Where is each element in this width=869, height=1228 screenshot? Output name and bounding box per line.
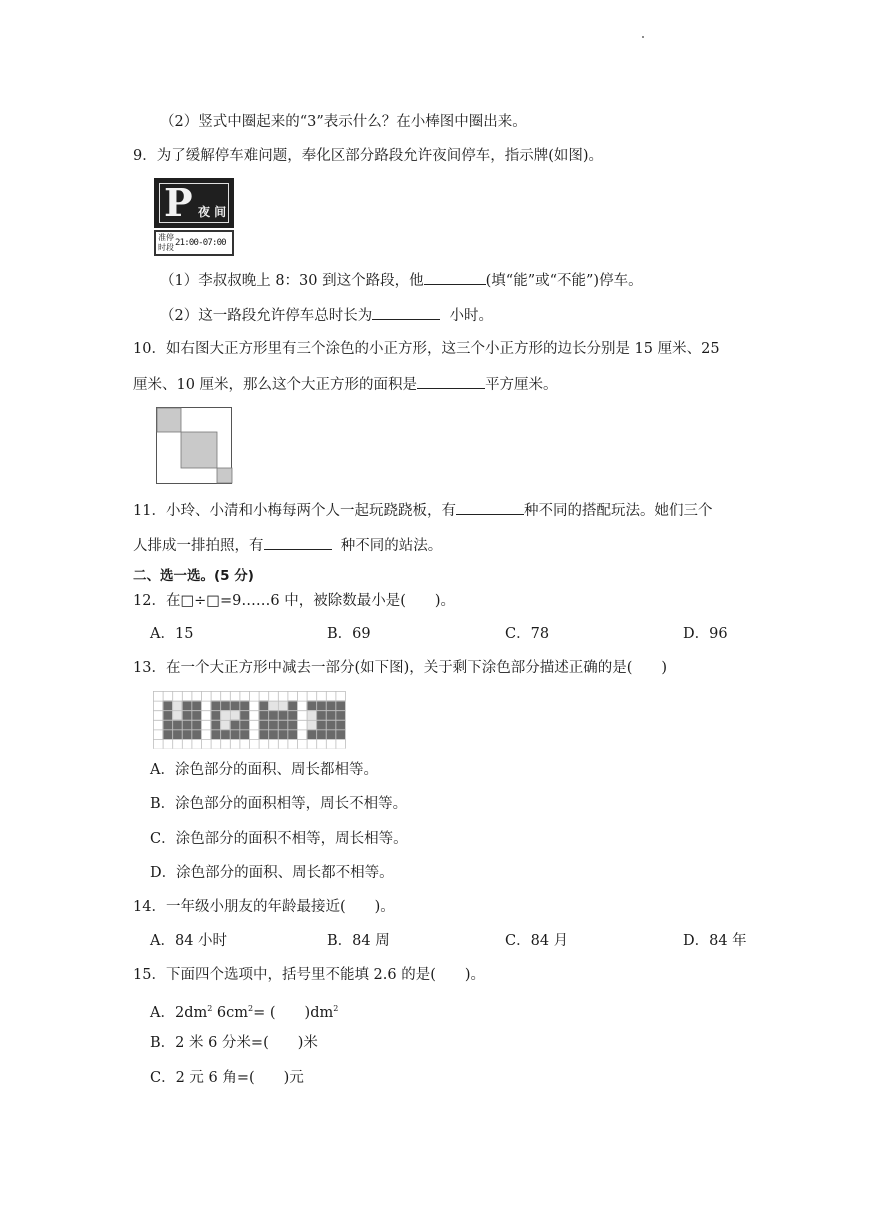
grid-shape-1-cell xyxy=(163,710,173,720)
q10-line2: 厘米、10 厘米，那么这个大正方形的面积是 平方厘米。 xyxy=(133,374,558,395)
grid-shape-2-cell xyxy=(239,729,249,739)
q11-blank1[interactable] xyxy=(456,500,524,515)
q15-stem: 15．下面四个选项中，括号里不能填 2.6 的是( )。 xyxy=(133,967,486,983)
grid-shape-2-cell xyxy=(230,729,240,739)
parking-label-top: 准停 xyxy=(158,233,174,242)
q14-option-a[interactable]: A．84 小时 xyxy=(150,933,228,949)
grid-shape-4-cell xyxy=(307,729,317,739)
grid-shape-3-cell xyxy=(287,701,297,711)
q14-stem: 14．一年级小朋友的年龄最接近( )。 xyxy=(133,899,395,915)
q13-option-d[interactable]: D．涂色部分的面积、周长都不相等。 xyxy=(150,865,394,881)
q15-option-a[interactable]: A．$2dm^2$ $6cm^2=$ ( )$dm^2$ xyxy=(150,1004,339,1021)
grid-shape-1-cell xyxy=(191,720,201,730)
q9-part1: （1）李叔叔晚上 8：30 到这个路段，他 (填“能”或“不能”)停车。 xyxy=(160,270,643,291)
grid-shape-4-cell xyxy=(326,701,336,711)
q12-option-c[interactable]: C．78 xyxy=(505,626,550,642)
grid-shape-2-cell xyxy=(239,720,249,730)
grid-shape-1-cell xyxy=(182,720,192,730)
grid-shape-2-cell xyxy=(230,710,240,720)
grid-shape-4-cell xyxy=(335,710,345,720)
grid-shape-1-cell xyxy=(182,701,192,711)
grid-shape-1-cell xyxy=(191,729,201,739)
parking-night-label: 夜 间 xyxy=(198,205,227,219)
shaded-square-15 xyxy=(157,408,181,432)
grid-shape-3-cell xyxy=(278,720,288,730)
q11-line2: 人排成一排拍照，有 种不同的站法。 xyxy=(133,535,442,556)
grid-shape-1-cell xyxy=(191,710,201,720)
grid-figure xyxy=(153,691,346,749)
grid-shape-1-cell xyxy=(172,720,182,730)
grid-shape-3-cell xyxy=(278,701,288,711)
q12-option-b[interactable]: B．69 xyxy=(327,626,371,642)
grid-shape-1-cell xyxy=(182,710,192,720)
grid-shape-3-cell xyxy=(259,701,269,711)
grid-shape-4-cell xyxy=(307,720,317,730)
q8-part2: （2）竖式中圈起来的“3”表示什么？在小棒图中圈出来。 xyxy=(160,114,527,130)
grid-shape-3-cell xyxy=(287,729,297,739)
q13-option-c[interactable]: C．涂色部分的面积不相等，周长相等。 xyxy=(150,831,408,847)
grid-shape-1-cell xyxy=(163,729,173,739)
shaded-square-10 xyxy=(217,468,232,483)
parking-label-bottom: 时段 xyxy=(158,243,174,252)
grid-shape-2-cell xyxy=(211,720,221,730)
grid-shape-3-cell xyxy=(268,720,278,730)
grid-shape-4-cell xyxy=(307,710,317,720)
grid-shape-3-cell xyxy=(259,720,269,730)
grid-shape-4-cell xyxy=(316,720,326,730)
grid-shape-3-cell xyxy=(268,701,278,711)
grid-shape-4-cell xyxy=(316,729,326,739)
grid-shape-3-cell xyxy=(268,729,278,739)
grid-shape-4-cell xyxy=(316,710,326,720)
grid-shape-3-cell xyxy=(259,729,269,739)
q9-stem: 9．为了缓解停车难问题，奉化区部分路段允许夜间停车，指示牌(如图)。 xyxy=(133,148,604,164)
q13-option-b[interactable]: B．涂色部分的面积相等，周长不相等。 xyxy=(150,796,408,812)
grid-shape-2-cell xyxy=(211,701,221,711)
q12-option-a[interactable]: A．15 xyxy=(150,626,194,642)
grid-shape-4-cell xyxy=(335,729,345,739)
q15-option-c[interactable]: C．2 元 6 角=( )元 xyxy=(150,1070,304,1086)
q9-part1-blank[interactable] xyxy=(424,270,486,285)
grid-shape-1-cell xyxy=(163,720,173,730)
parking-time: 21:00-07:00 xyxy=(175,238,226,248)
grid-shape-2-cell xyxy=(230,720,240,730)
shaded-square-25 xyxy=(181,432,217,468)
q12-stem: 12．在□÷□=9……6 中，被除数最小是( )。 xyxy=(133,593,456,609)
q13-stem: 13．在一个大正方形中减去一部分(如下图)，关于剩下涂色部分描述正确的是( ) xyxy=(133,660,668,676)
grid-shape-2-cell xyxy=(211,710,221,720)
q9-part2: （2）这一路段允许停车总时长为 小时。 xyxy=(160,305,493,326)
grid-shape-3-cell xyxy=(287,710,297,720)
grid-shape-1-cell xyxy=(172,701,182,711)
grid-shape-3-cell xyxy=(259,710,269,720)
parking-sign-bottom xyxy=(154,230,234,256)
grid-shape-3-cell xyxy=(287,720,297,730)
grid-shape-3-cell xyxy=(268,710,278,720)
page-dot-mark xyxy=(642,36,644,38)
q14-option-d[interactable]: D．84 年 xyxy=(683,933,747,949)
grid-shape-2-cell xyxy=(220,701,230,711)
q10-blank[interactable] xyxy=(417,374,485,389)
grid-shape-2-cell xyxy=(211,729,221,739)
q13-option-a[interactable]: A．涂色部分的面积、周长都相等。 xyxy=(150,762,378,778)
grid-shape-2-cell xyxy=(220,720,230,730)
grid-shape-2-cell xyxy=(239,701,249,711)
q15-option-b[interactable]: B．2 米 6 分米=( )米 xyxy=(150,1035,318,1051)
section2-title: 二、选一选。(5 分) xyxy=(133,568,254,584)
grid-shape-4-cell xyxy=(316,701,326,711)
grid-shape-4-cell xyxy=(326,729,336,739)
parking-sign xyxy=(154,178,234,258)
q14-option-b[interactable]: B．84 周 xyxy=(327,933,390,949)
grid-shape-1-cell xyxy=(182,729,192,739)
grid-shape-4-cell xyxy=(326,720,336,730)
grid-shape-1-cell xyxy=(172,729,182,739)
q11-blank2[interactable] xyxy=(264,535,332,550)
grid-shape-2-cell xyxy=(239,710,249,720)
q11-line1: 11．小玲、小清和小梅每两个人一起玩跷跷板，有 种不同的搭配玩法。她们三个 xyxy=(133,500,712,521)
grid-shape-4-cell xyxy=(326,710,336,720)
parking-p-letter: P xyxy=(164,180,193,225)
grid-shape-4-cell xyxy=(335,720,345,730)
grid-shape-1-cell xyxy=(172,710,182,720)
grid-shape-2-cell xyxy=(220,710,230,720)
grid-shape-3-cell xyxy=(278,729,288,739)
grid-shape-3-cell xyxy=(278,710,288,720)
q10-line1: 10．如右图大正方形里有三个涂色的小正方形，这三个小正方形的边长分别是 15 厘米、25 xyxy=(133,341,720,357)
grid-shape-2-cell xyxy=(220,729,230,739)
grid-shape-1-cell xyxy=(191,701,201,711)
q9-part2-blank[interactable] xyxy=(372,305,440,320)
q14-option-c[interactable]: C．84 月 xyxy=(505,933,569,949)
parking-sign-top xyxy=(154,178,234,228)
grid-shape-4-cell xyxy=(307,701,317,711)
grid-shape-2-cell xyxy=(230,701,240,711)
q12-option-d[interactable]: D．96 xyxy=(683,626,728,642)
square-figure xyxy=(156,407,233,485)
grid-shape-4-cell xyxy=(335,701,345,711)
grid-shape-1-cell xyxy=(163,701,173,711)
